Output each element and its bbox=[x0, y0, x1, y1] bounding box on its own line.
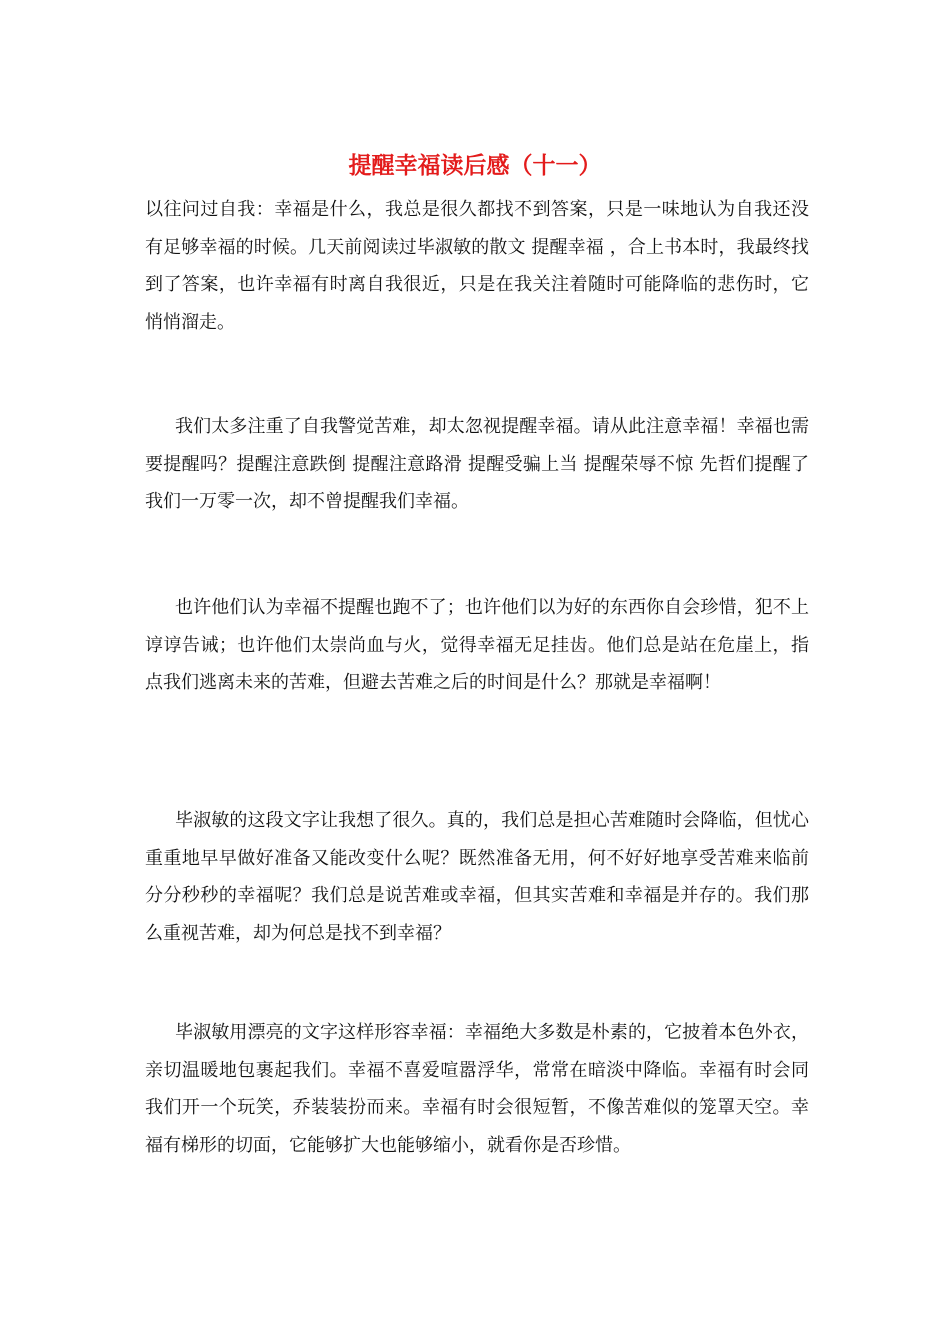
paragraph-1: 以往问过自我：幸福是什么，我总是很久都找不到答案，只是一味地认为自我还没有足够幸福的时候。几天前阅读过毕淑敏的散文 提醒幸福 ，合上书本时，我最终找到了答案，也许幸福有时离自我很近，只是在我关注着随时可能降临的悲伤时，它悄悄溜走。 bbox=[145, 199, 809, 333]
document-title: 提醒幸福读后感（十一） bbox=[348, 152, 602, 179]
paragraph-5: 毕淑敏用漂亮的文字这样形容幸福：幸福绝大多数是朴素的，它披着本色外衣，亲切温暖地包裹起我们。幸福不喜爱喧嚣浮华，常常在暗淡中降临。幸福有时会同我们开一个玩笑，乔装装扮而来。幸福有时会很短暂，不像苦难似的笼罩天空。幸福有梯形的切面，它能够扩大也能够缩小，就看你是否珍惜。 bbox=[145, 1022, 809, 1156]
paragraph-2: 我们太多注重了自我警觉苦难，却太忽视提醒幸福。请从此注意幸福！幸福也需要提醒吗？提醒注意跌倒 提醒注意路滑 提醒受骗上当 提醒荣辱不惊 先哲们提醒了我们一万零一次，却不曾提醒我们幸福。 bbox=[145, 416, 809, 512]
paragraph-4: 毕淑敏的这段文字让我想了很久。真的，我们总是担心苦难随时会降临，但忧心重重地早早做好准备又能改变什么呢？既然准备无用，何不好好地享受苦难来临前分分秒秒的幸福呢？我们总是说苦难或幸福，但其实苦难和幸福是并存的。我们那么重视苦难，却为何总是找不到幸福？ bbox=[145, 810, 809, 944]
paragraph-3: 也许他们认为幸福不提醒也跑不了；也许他们以为好的东西你自会珍惜，犯不上谆谆告诫；也许他们太崇尚血与火，觉得幸福无足挂齿。他们总是站在危崖上，指点我们逃离未来的苦难，但避去苦难之后的时间是什么？那就是幸福啊！ bbox=[145, 597, 809, 693]
